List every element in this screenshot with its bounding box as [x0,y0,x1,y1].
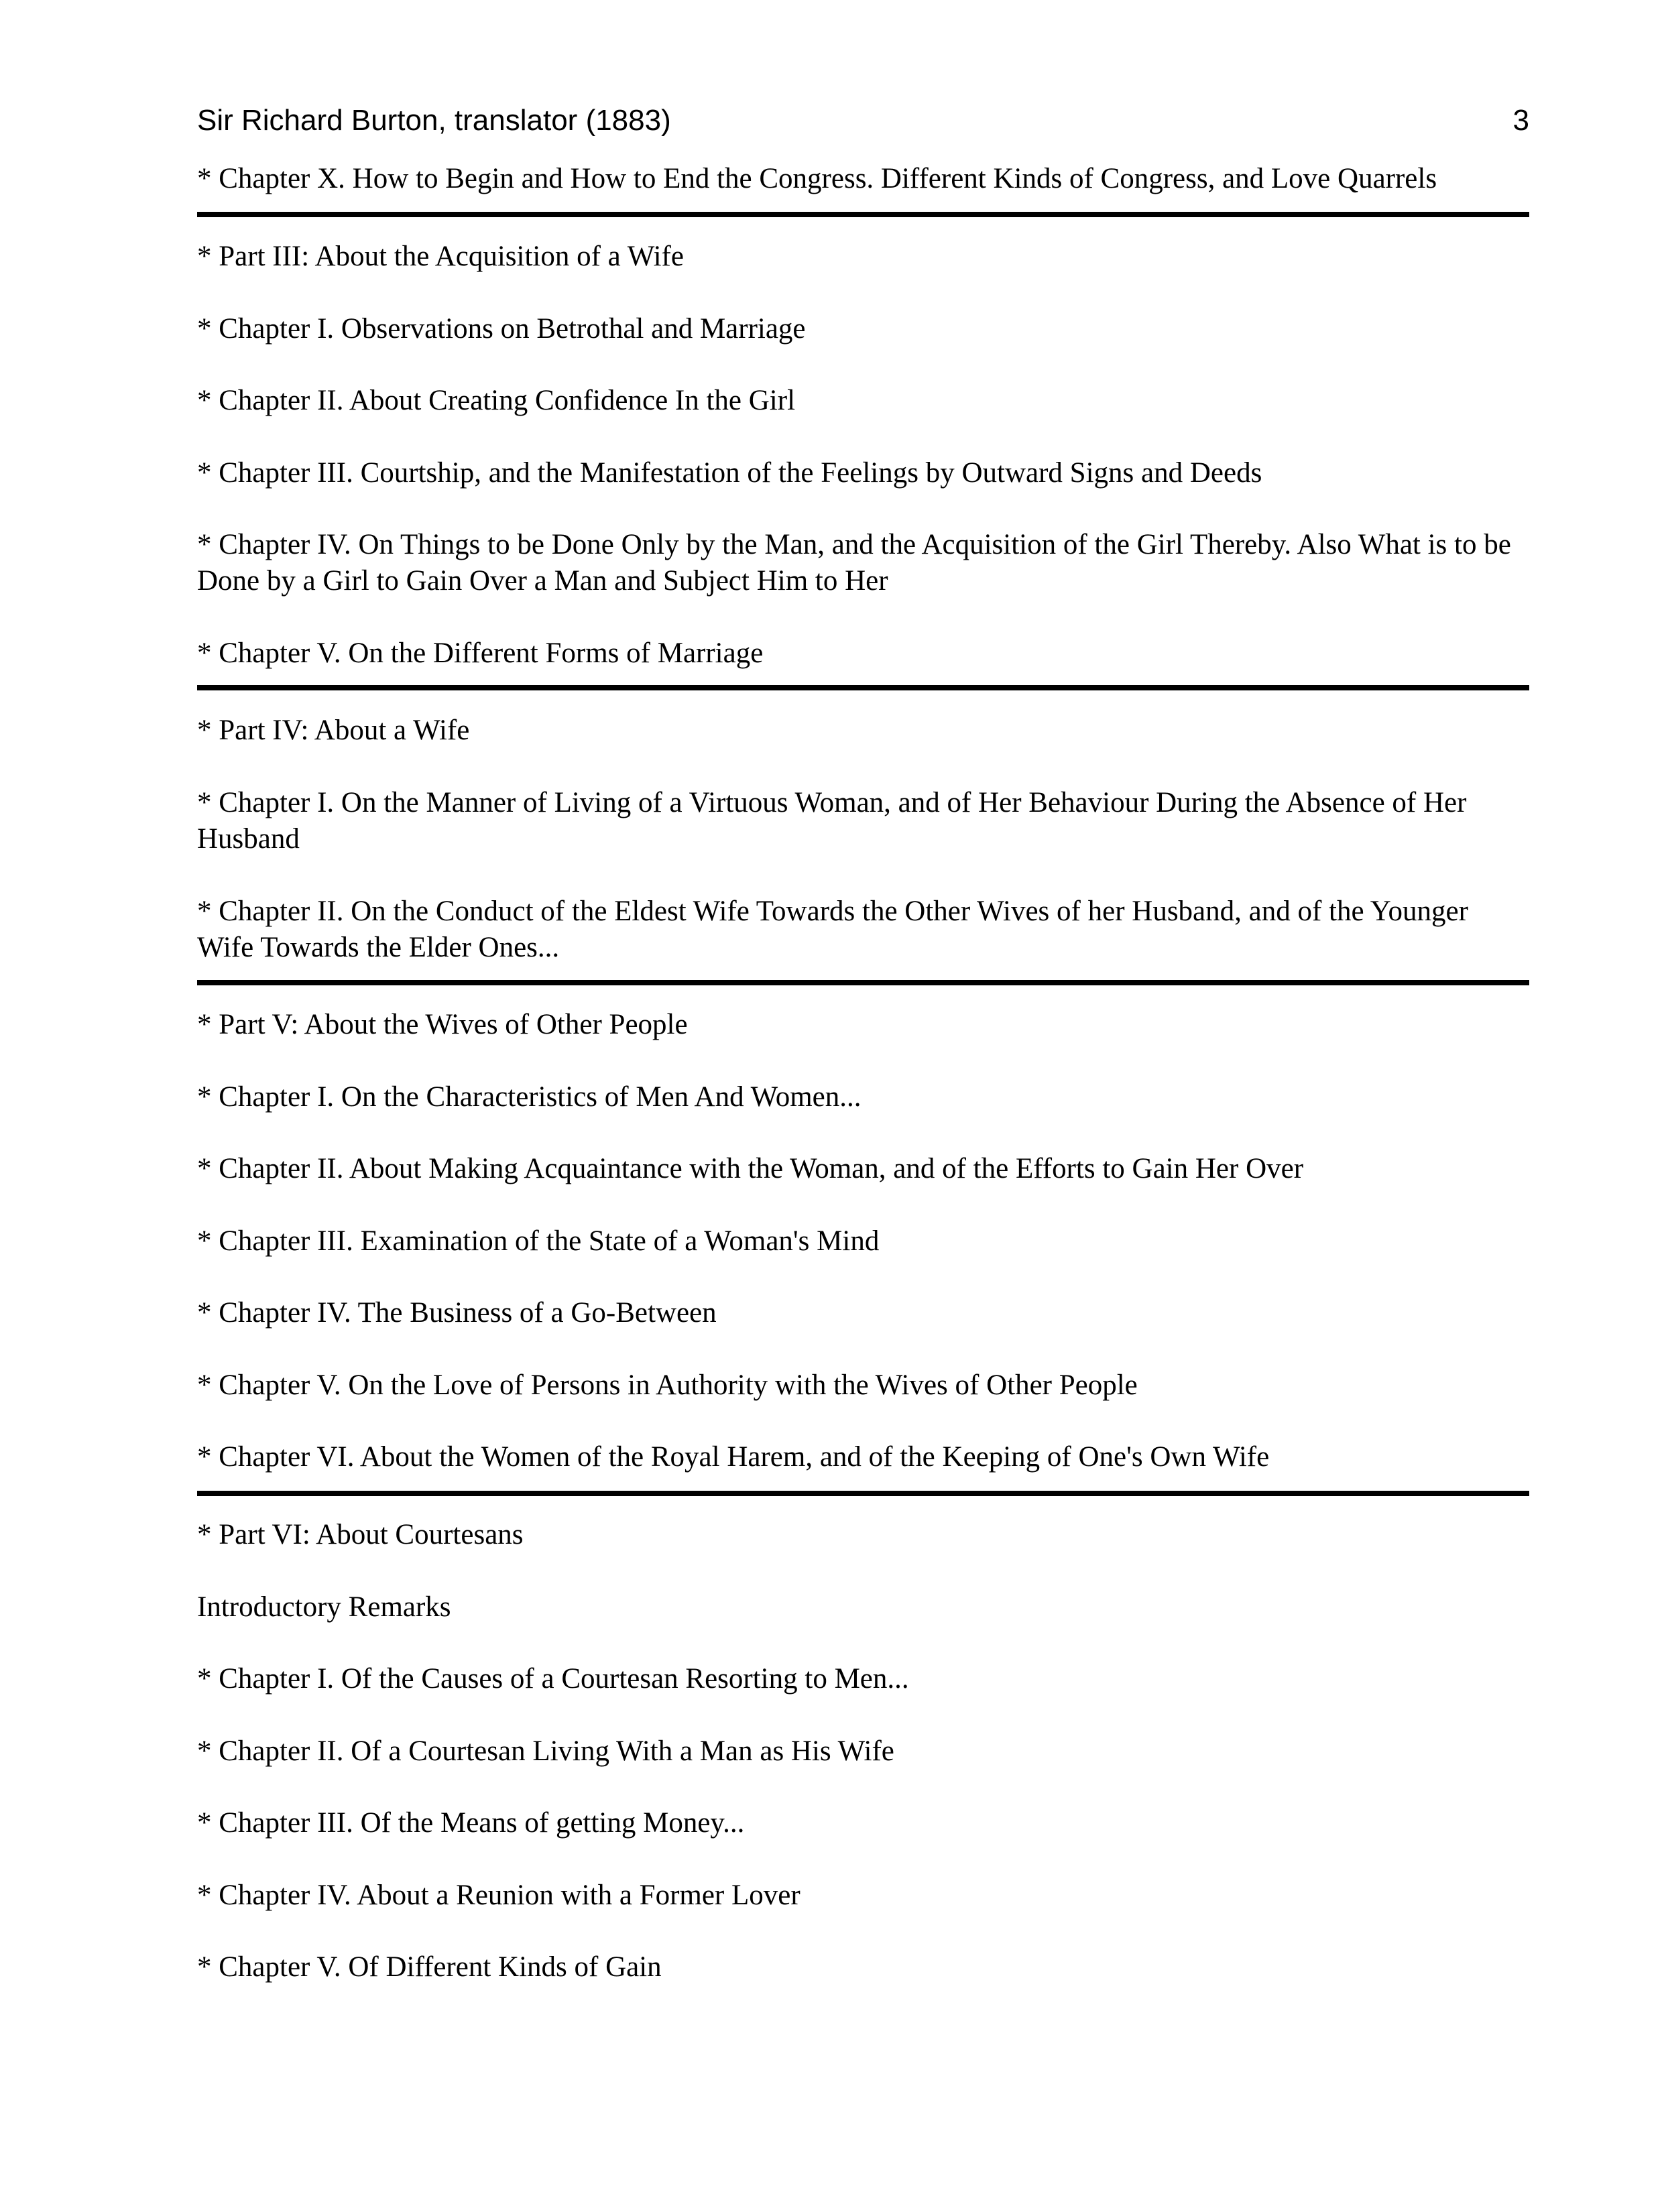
toc-chapter-entry: * Chapter IV. About a Reunion with a Former Lover [197,1880,800,1911]
toc-chapter-entry: * Chapter IV. The Business of a Go-Between [197,1297,717,1329]
toc-chapter-entry: * Chapter II. About Making Acquaintance with the Woman, and of the Efforts to Gain Her Over [197,1153,1304,1184]
toc-chapter-entry: * Chapter II. On the Conduct of the Eldest Wife Towards the Other Wives of her Husband, and of the Younger Wife Towards the Elder Ones... [197,896,1468,963]
toc-chapter-entry: * Chapter III. Of the Means of getting Money... [197,1807,745,1839]
toc-chapter-entry: * Chapter II. Of a Courtesan Living With a Man as His Wife [197,1735,894,1767]
section-divider [197,980,1529,985]
toc-chapter-entry: * Chapter II. About Creating Confidence In the Girl [197,385,796,416]
toc-intro-entry: Introductory Remarks [197,1591,451,1623]
page-header [197,101,1529,141]
section-divider [197,685,1529,690]
toc-chapter-entry: * Chapter IV. On Things to be Done Only by the Man, and the Acquisition of the Girl Thereby. Also What is to be Done by a Girl to Gain Over a Man and Subject Him to Her [197,529,1511,597]
toc-chapter-entry: * Chapter III. Courtship, and the Manifestation of the Feelings by Outward Signs and Deeds [197,457,1262,489]
running-head: Sir Richard Burton, translator (1883) [197,104,671,137]
toc-chapter-entry: * Chapter X. How to Begin and How to End the Congress. Different Kinds of Congress, and Love Quarrels [197,163,1437,194]
section-divider [197,1491,1529,1496]
page-number: 3 [1512,104,1529,137]
toc-chapter-entry: * Chapter III. Examination of the State of a Woman's Mind [197,1225,880,1257]
toc-part-heading: * Part VI: About Courtesans [197,1519,524,1550]
toc-chapter-entry: * Chapter I. Observations on Betrothal and Marriage [197,313,806,345]
section-divider [197,212,1529,217]
toc-part-heading: * Part III: About the Acquisition of a Wife [197,241,684,272]
toc-chapter-entry: * Chapter I. On the Characteristics of Men And Women... [197,1081,862,1113]
toc-chapter-entry: * Chapter I. Of the Causes of a Courtesan Resorting to Men... [197,1663,909,1695]
toc-part-heading: * Part IV: About a Wife [197,715,470,746]
toc-chapter-entry: * Chapter V. On the Love of Persons in Authority with the Wives of Other People [197,1369,1138,1401]
toc-chapter-entry: * Chapter VI. About the Women of the Royal Harem, and of the Keeping of One's Own Wife [197,1441,1270,1473]
toc-chapter-entry: * Chapter V. Of Different Kinds of Gain [197,1951,662,1983]
toc-chapter-entry: * Chapter V. On the Different Forms of Marriage [197,637,764,669]
toc-part-heading: * Part V: About the Wives of Other People [197,1009,688,1040]
toc-chapter-entry: * Chapter I. On the Manner of Living of a Virtuous Woman, and of Her Behaviour During the Absence of Her Husband [197,787,1467,855]
